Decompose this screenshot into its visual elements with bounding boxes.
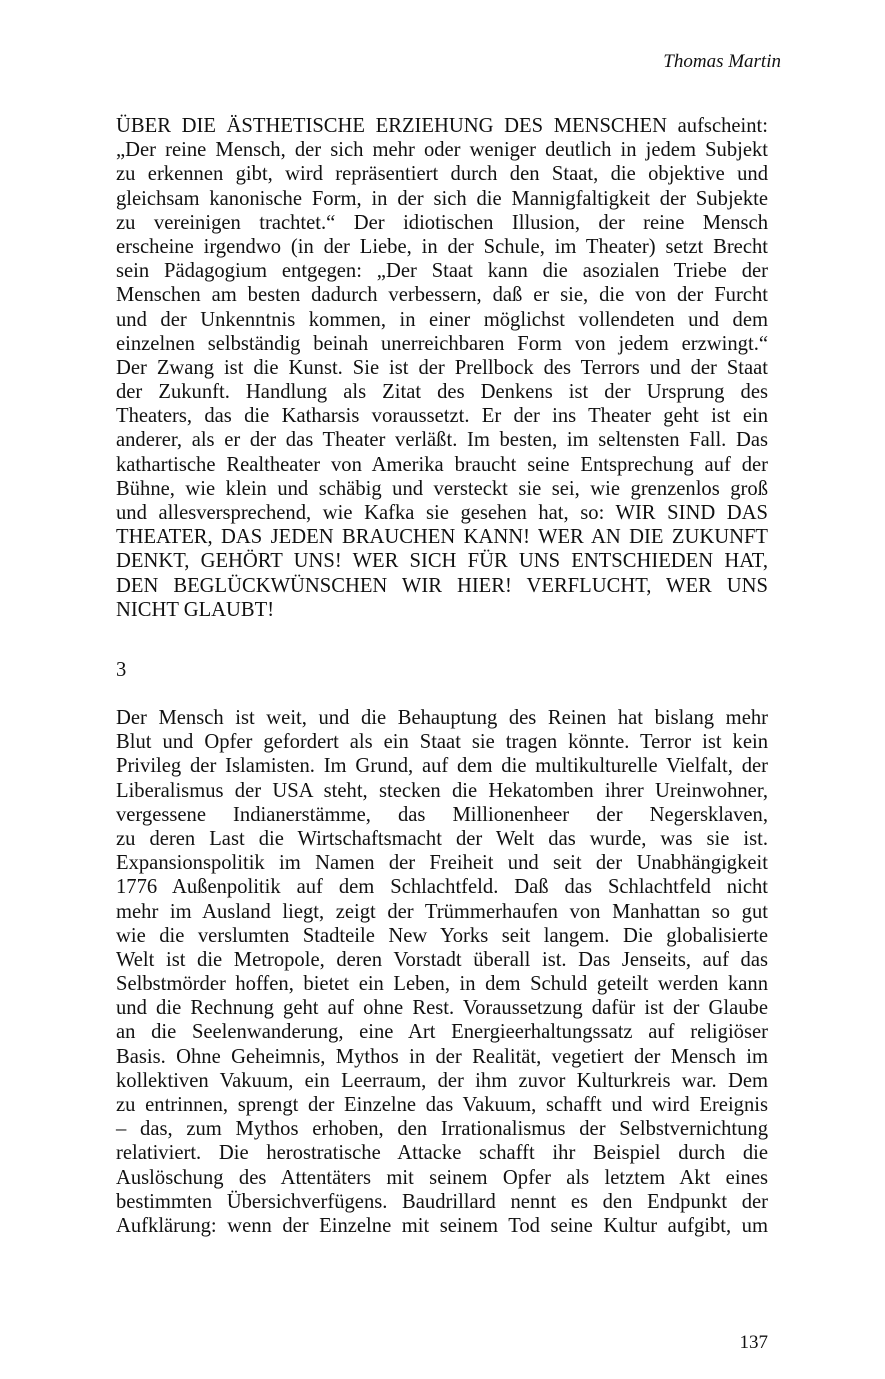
text-line: zu vereinigen trachtet.“ Der idiotischen Illusion, der reine Mensch <box>116 211 768 234</box>
text-line: Bühne, wie klein und schäbig und versteckt sie sei, wie grenzenlos groß <box>116 477 768 500</box>
text-line: „Der reine Mensch, der sich mehr oder weniger deutlich in jedem Subjekt <box>116 139 768 162</box>
paragraph-section-3 <box>116 706 768 1238</box>
text-line: Der Zwang ist die Kunst. Sie ist der Prellbock des Terrors und der Staat <box>116 356 768 379</box>
text-line: Welt ist die Metropole, deren Vorstadt überall ist. Das Jenseits, auf das <box>116 948 768 971</box>
text-line: bestimmten Übersichverfügens. Baudrillard nennt es den Endpunkt der <box>116 1190 768 1213</box>
text-line: vergessene Indianerstämme, das Millionenheer der Negersklaven, <box>116 803 768 826</box>
text-line: Aufklärung: wenn der Einzelne mit seinem Tod seine Kultur aufgibt, um <box>116 1214 768 1237</box>
text-line: relativiert. Die herostratische Attacke schafft ihr Beispiel durch die <box>116 1142 768 1165</box>
text-line: DEN BEGLÜCKWÜNSCHEN WIR HIER! VERFLUCHT, WER UNS <box>116 574 768 597</box>
text-line: Basis. Ohne Geheimnis, Mythos in der Realität, vegetiert der Mensch im <box>116 1045 768 1068</box>
text-line: – das, zum Mythos erhoben, den Irrationalismus der Selbstvernichtung <box>116 1118 768 1141</box>
text-line: zu deren Last die Wirtschaftsmacht der Welt das wurde, was sie ist. <box>116 827 768 850</box>
text-line: gleichsam kanonische Form, in der sich die Mannigfaltigkeit der Subjekte <box>116 187 768 210</box>
text-line: mehr im Ausland liegt, zeigt der Trümmerhaufen von Manhattan so gut <box>116 900 768 923</box>
text-line: anderer, als er der das Theater verläßt. Im besten, im seltensten Fall. Das <box>116 429 768 452</box>
text-line: Liberalismus der USA steht, stecken die Hekatomben ihrer Ureinwohner, <box>116 779 768 802</box>
text-line: THEATER, DAS JEDEN BRAUCHEN KANN! WER AN DIE ZUKUNFT <box>116 526 768 549</box>
text-line: zu erkennen gibt, wird repräsentiert durch den Staat, die objektive und <box>116 163 768 186</box>
section-number: 3 <box>116 659 127 681</box>
text-line: kathartische Realtheater von Amerika braucht seine Entsprechung auf der <box>116 453 768 476</box>
text-line: der Zukunft. Handlung als Zitat des Denkens ist der Ursprung des <box>116 381 768 404</box>
text-line: Expansionspolitik im Namen der Freiheit und seit der Unabhängigkeit <box>116 852 768 875</box>
page-number: 137 <box>739 1332 768 1353</box>
text-line: Privileg der Islamisten. Im Grund, auf dem die multikulturelle Vielfalt, der <box>116 755 768 778</box>
text-line: erscheine irgendwo (in der Liebe, in der Schule, im Theater) setzt Brecht <box>116 235 768 258</box>
text-line: Auslöschung des Attentäters mit seinem Opfer als letztem Akt eines <box>116 1166 768 1189</box>
text-line: 1776 Außenpolitik auf dem Schlachtfeld. Daß das Schlachtfeld nicht <box>116 876 768 899</box>
text-line: Blut und Opfer gefordert als ein Staat sie tragen könnte. Terror ist kein <box>116 731 768 754</box>
text-line: Selbstmörder hoffen, bietet ein Leben, in dem Schuld geteilt werden kann <box>116 973 768 996</box>
text-line: und der Unkenntnis kommen, in einer möglichst vollendeten und dem <box>116 308 768 331</box>
text-line: sein Pädagogium entgegen: „Der Staat kann die asozialen Triebe der <box>116 260 768 283</box>
text-line: an die Seelenwanderung, eine Art Energieerhaltungssatz auf religiöser <box>116 1021 768 1044</box>
text-line: DENKT, GEHÖRT UNS! WER SICH FÜR UNS ENTSCHIEDEN HAT, <box>116 550 768 573</box>
text-line: Der Mensch ist weit, und die Behauptung des Reinen hat bislang mehr <box>116 707 768 729</box>
text-line: und die Rechnung geht auf ohne Rest. Voraussetzung dafür ist der Glaube <box>116 997 768 1020</box>
text-line: ÜBER DIE ÄSTHETISCHE ERZIEHUNG DES MENSCHEN aufscheint: <box>116 115 768 137</box>
running-head: Thomas Martin <box>663 51 781 72</box>
text-line: Theaters, das die Katharsis voraussetzt. Er der ins Theater geht ist ein <box>116 405 768 428</box>
paragraph-continued <box>116 114 768 622</box>
text-line: Menschen am besten dadurch verbessern, daß er sie, die von der Furcht <box>116 284 768 307</box>
text-line: NICHT GLAUBT! <box>116 598 275 621</box>
text-line: kollektiven Vakuum, ein Leerraum, der ihm zuvor Kulturkreis war. Dem <box>116 1069 768 1092</box>
text-line: wie die verslumten Stadteile New Yorks seit langem. Die globalisierte <box>116 924 768 947</box>
text-line: und allesversprechend, wie Kafka sie gesehen hat, so: WIR SIND DAS <box>116 502 768 524</box>
text-line: einzelnen selbständig beinah unerreichbaren Form von jedem erzwingt.“ <box>116 332 768 355</box>
text-line: zu entrinnen, sprengt der Einzelne das Vakuum, schafft und wird Ereignis <box>116 1094 768 1116</box>
